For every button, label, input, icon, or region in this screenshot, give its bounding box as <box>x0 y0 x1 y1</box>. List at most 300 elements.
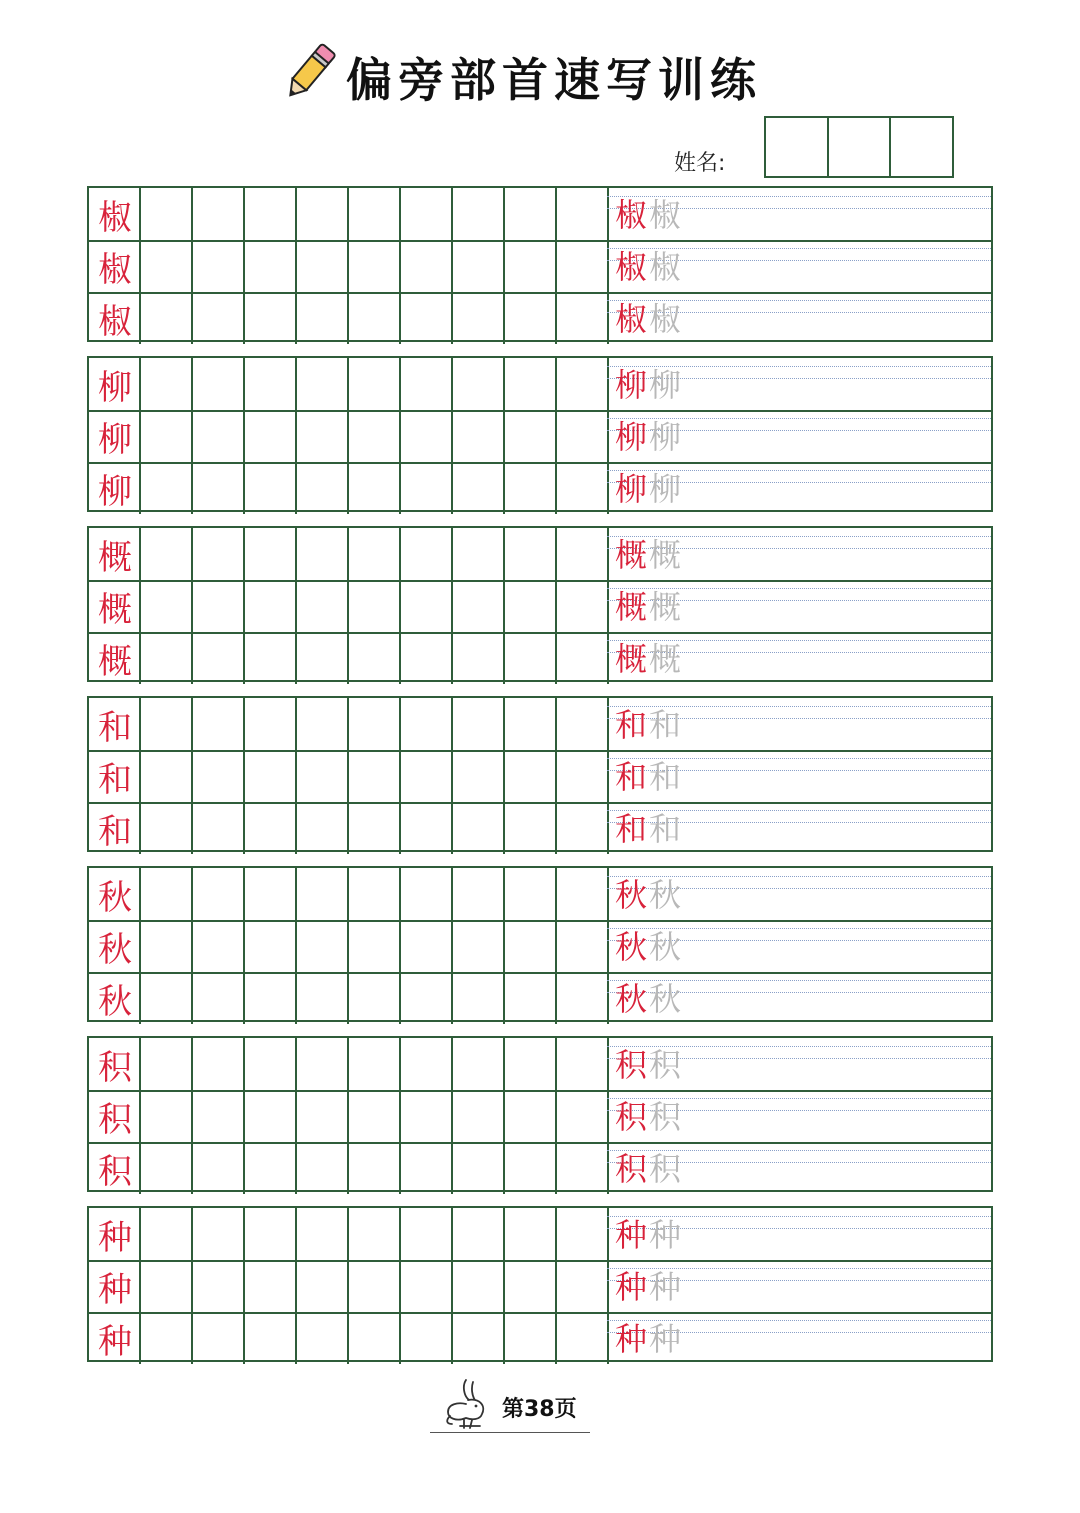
trace-gray-character: 和 <box>649 706 684 745</box>
writing-cell[interactable] <box>297 188 349 240</box>
trace-characters <box>615 190 683 236</box>
writing-cell[interactable] <box>297 920 349 972</box>
model-cell <box>89 188 141 240</box>
writing-cell[interactable] <box>453 868 505 920</box>
writing-cell[interactable] <box>193 240 245 292</box>
trace-gray-character: 积 <box>649 1046 684 1085</box>
writing-cell[interactable] <box>453 698 505 750</box>
trace-line-area[interactable] <box>607 1208 991 1260</box>
writing-cell[interactable] <box>401 1142 453 1194</box>
writing-cell[interactable] <box>401 920 453 972</box>
writing-cell[interactable] <box>297 750 349 802</box>
writing-cell[interactable] <box>297 868 349 920</box>
model-character: 柳 <box>98 471 132 512</box>
writing-cell[interactable] <box>557 632 609 684</box>
writing-cell[interactable] <box>193 750 245 802</box>
trace-model-character: 种 <box>615 1216 650 1255</box>
writing-cell[interactable] <box>505 632 557 684</box>
writing-cell[interactable] <box>141 802 193 854</box>
name-box[interactable] <box>827 116 892 178</box>
model-character: 积 <box>98 1047 132 1088</box>
writing-cell[interactable] <box>245 188 297 240</box>
writing-cell[interactable] <box>557 1260 609 1312</box>
model-character: 概 <box>98 641 132 682</box>
writing-cell[interactable] <box>349 1208 401 1260</box>
model-cell <box>89 462 141 514</box>
practice-row <box>89 802 991 854</box>
model-cell <box>89 920 141 972</box>
writing-cell[interactable] <box>401 188 453 240</box>
writing-cell[interactable] <box>453 580 505 632</box>
writing-cell[interactable] <box>141 1260 193 1312</box>
model-character: 种 <box>98 1217 132 1258</box>
writing-cell[interactable] <box>193 292 245 344</box>
character-block <box>87 1036 993 1192</box>
writing-cell[interactable] <box>557 1090 609 1142</box>
writing-cell[interactable] <box>349 802 401 854</box>
writing-cell[interactable] <box>297 1260 349 1312</box>
trace-model-character: 秋 <box>615 928 650 967</box>
writing-cell[interactable] <box>557 410 609 462</box>
writing-cell[interactable] <box>401 1038 453 1090</box>
writing-cell[interactable] <box>557 240 609 292</box>
writing-cell[interactable] <box>401 868 453 920</box>
model-character: 椒 <box>98 301 132 342</box>
writing-cell[interactable] <box>401 462 453 514</box>
writing-cell[interactable] <box>297 632 349 684</box>
writing-cell[interactable] <box>141 698 193 750</box>
writing-cell[interactable] <box>193 358 245 410</box>
trace-gray-character: 和 <box>649 758 684 797</box>
writing-cell[interactable] <box>349 358 401 410</box>
writing-cell[interactable] <box>453 462 505 514</box>
trace-gray-character: 种 <box>649 1320 684 1359</box>
name-label: 姓名: <box>674 151 726 176</box>
writing-cell[interactable] <box>193 528 245 580</box>
model-character: 和 <box>98 707 132 748</box>
practice-row <box>89 240 991 294</box>
writing-cell[interactable] <box>245 920 297 972</box>
writing-cell[interactable] <box>557 462 609 514</box>
trace-characters <box>615 1210 683 1256</box>
writing-cell[interactable] <box>193 1038 245 1090</box>
writing-cell[interactable] <box>349 632 401 684</box>
trace-characters <box>615 582 683 628</box>
writing-cell[interactable] <box>401 240 453 292</box>
writing-cell[interactable] <box>505 868 557 920</box>
name-box[interactable] <box>889 116 954 178</box>
trace-line-area[interactable] <box>607 920 991 972</box>
trace-model-character: 概 <box>615 640 650 679</box>
trace-line-area[interactable] <box>607 698 991 750</box>
writing-cell[interactable] <box>297 1038 349 1090</box>
writing-cell[interactable] <box>349 580 401 632</box>
writing-cell[interactable] <box>193 580 245 632</box>
model-cell <box>89 358 141 410</box>
writing-cell[interactable] <box>193 920 245 972</box>
trace-gray-character: 柳 <box>649 366 684 405</box>
writing-cell[interactable] <box>297 462 349 514</box>
writing-cell[interactable] <box>505 1208 557 1260</box>
writing-cell[interactable] <box>141 410 193 462</box>
writing-cell[interactable] <box>505 188 557 240</box>
trace-gray-character: 椒 <box>649 196 684 235</box>
model-cell <box>89 1312 141 1364</box>
writing-cell[interactable] <box>557 1142 609 1194</box>
writing-cell[interactable] <box>401 292 453 344</box>
trace-gray-character: 椒 <box>649 300 684 339</box>
trace-characters <box>615 922 683 968</box>
writing-cell[interactable] <box>349 698 401 750</box>
writing-cell[interactable] <box>141 292 193 344</box>
writing-cell[interactable] <box>193 802 245 854</box>
writing-cell[interactable] <box>505 1260 557 1312</box>
writing-cell[interactable] <box>505 750 557 802</box>
writing-cell[interactable] <box>401 410 453 462</box>
model-character: 概 <box>98 537 132 578</box>
writing-cell[interactable] <box>245 698 297 750</box>
writing-cell[interactable] <box>557 750 609 802</box>
footer <box>430 1374 590 1438</box>
trace-gray-character: 柳 <box>649 470 684 509</box>
writing-cell[interactable] <box>245 750 297 802</box>
writing-cell[interactable] <box>453 802 505 854</box>
writing-cell[interactable] <box>245 1142 297 1194</box>
writing-cell[interactable] <box>505 802 557 854</box>
writing-cell[interactable] <box>349 528 401 580</box>
writing-cell[interactable] <box>245 1038 297 1090</box>
model-character: 柳 <box>98 419 132 460</box>
trace-characters <box>615 412 683 458</box>
writing-cell[interactable] <box>349 462 401 514</box>
writing-cell[interactable] <box>193 1208 245 1260</box>
writing-cell[interactable] <box>141 1090 193 1142</box>
writing-cell[interactable] <box>349 410 401 462</box>
trace-line-area[interactable] <box>607 292 991 344</box>
writing-cell[interactable] <box>505 462 557 514</box>
trace-characters <box>615 1040 683 1086</box>
writing-cell[interactable] <box>245 1260 297 1312</box>
writing-cell[interactable] <box>245 632 297 684</box>
writing-cell[interactable] <box>141 632 193 684</box>
writing-cell[interactable] <box>297 240 349 292</box>
writing-cell[interactable] <box>193 410 245 462</box>
writing-cell[interactable] <box>349 1090 401 1142</box>
trace-line-area[interactable] <box>607 1090 991 1142</box>
writing-cell[interactable] <box>245 868 297 920</box>
writing-cell[interactable] <box>401 1208 453 1260</box>
writing-cell[interactable] <box>453 240 505 292</box>
trace-model-character: 积 <box>615 1046 650 1085</box>
writing-cell[interactable] <box>401 802 453 854</box>
practice-row <box>89 580 991 634</box>
name-boxes <box>764 116 952 178</box>
trace-characters <box>615 464 683 510</box>
trace-line-area[interactable] <box>607 188 991 240</box>
character-block <box>87 526 993 682</box>
writing-cell[interactable] <box>245 1312 297 1364</box>
writing-cell[interactable] <box>557 188 609 240</box>
writing-cell[interactable] <box>245 292 297 344</box>
practice-row <box>89 1312 991 1364</box>
writing-cell[interactable] <box>557 1312 609 1364</box>
writing-cell[interactable] <box>141 1208 193 1260</box>
writing-cell[interactable] <box>557 1208 609 1260</box>
writing-cell[interactable] <box>557 868 609 920</box>
writing-cell[interactable] <box>557 802 609 854</box>
writing-cell[interactable] <box>557 580 609 632</box>
writing-cell[interactable] <box>557 528 609 580</box>
trace-model-character: 和 <box>615 706 650 745</box>
trace-line-area[interactable] <box>607 750 991 802</box>
writing-cell[interactable] <box>297 528 349 580</box>
writing-cell[interactable] <box>505 410 557 462</box>
writing-cell[interactable] <box>453 1312 505 1364</box>
writing-cell[interactable] <box>141 1312 193 1364</box>
writing-cell[interactable] <box>245 410 297 462</box>
writing-cell[interactable] <box>453 410 505 462</box>
model-character: 概 <box>98 589 132 630</box>
practice-row <box>89 750 991 804</box>
writing-cell[interactable] <box>505 1038 557 1090</box>
writing-cell[interactable] <box>297 1090 349 1142</box>
trace-model-character: 和 <box>615 810 650 849</box>
writing-cell[interactable] <box>557 920 609 972</box>
writing-cell[interactable] <box>401 1312 453 1364</box>
writing-cell[interactable] <box>141 188 193 240</box>
writing-cell[interactable] <box>297 972 349 1024</box>
trace-characters <box>615 242 683 288</box>
writing-cell[interactable] <box>141 462 193 514</box>
writing-cell[interactable] <box>401 750 453 802</box>
writing-cell[interactable] <box>453 920 505 972</box>
writing-cell[interactable] <box>453 292 505 344</box>
writing-cell[interactable] <box>557 698 609 750</box>
writing-cell[interactable] <box>349 920 401 972</box>
trace-line-area[interactable] <box>607 410 991 462</box>
writing-cell[interactable] <box>297 1142 349 1194</box>
trace-gray-character: 秋 <box>649 876 684 915</box>
writing-cell[interactable] <box>453 632 505 684</box>
writing-cell[interactable] <box>505 1142 557 1194</box>
trace-model-character: 柳 <box>615 366 650 405</box>
rabbit-icon <box>436 1376 498 1434</box>
writing-cell[interactable] <box>349 750 401 802</box>
writing-cell[interactable] <box>505 920 557 972</box>
writing-cell[interactable] <box>193 462 245 514</box>
writing-cell[interactable] <box>141 358 193 410</box>
writing-cell[interactable] <box>193 1312 245 1364</box>
writing-cell[interactable] <box>245 358 297 410</box>
practice-row <box>89 1038 991 1092</box>
writing-cell[interactable] <box>453 1142 505 1194</box>
model-cell <box>89 972 141 1024</box>
writing-cell[interactable] <box>557 292 609 344</box>
writing-cell[interactable] <box>505 528 557 580</box>
writing-cell[interactable] <box>401 698 453 750</box>
practice-row <box>89 292 991 344</box>
writing-cell[interactable] <box>297 580 349 632</box>
writing-cell[interactable] <box>453 1090 505 1142</box>
writing-cell[interactable] <box>245 240 297 292</box>
writing-cell[interactable] <box>193 698 245 750</box>
writing-cell[interactable] <box>297 410 349 462</box>
model-character: 种 <box>98 1321 132 1362</box>
writing-cell[interactable] <box>141 528 193 580</box>
writing-cell[interactable] <box>297 358 349 410</box>
trace-characters <box>615 870 683 916</box>
trace-gray-character: 种 <box>649 1216 684 1255</box>
writing-cell[interactable] <box>141 1038 193 1090</box>
practice-row <box>89 920 991 974</box>
trace-characters <box>615 1314 683 1360</box>
trace-gray-character: 概 <box>649 640 684 679</box>
trace-line-area[interactable] <box>607 240 991 292</box>
writing-cell[interactable] <box>297 802 349 854</box>
writing-cell[interactable] <box>401 580 453 632</box>
writing-cell[interactable] <box>141 972 193 1024</box>
trace-model-character: 椒 <box>615 196 650 235</box>
trace-line-area[interactable] <box>607 358 991 410</box>
trace-line-area[interactable] <box>607 1260 991 1312</box>
writing-cell[interactable] <box>505 292 557 344</box>
writing-cell[interactable] <box>505 1090 557 1142</box>
writing-cell[interactable] <box>349 1312 401 1364</box>
name-box[interactable] <box>764 116 829 178</box>
writing-cell[interactable] <box>349 1142 401 1194</box>
writing-cell[interactable] <box>193 972 245 1024</box>
writing-cell[interactable] <box>557 972 609 1024</box>
trace-line-area[interactable] <box>607 1038 991 1090</box>
writing-cell[interactable] <box>401 972 453 1024</box>
page-title: 偏旁部首速写训练 <box>346 53 762 107</box>
writing-cell[interactable] <box>141 1142 193 1194</box>
writing-cell[interactable] <box>453 750 505 802</box>
writing-cell[interactable] <box>453 358 505 410</box>
trace-characters <box>615 752 683 798</box>
writing-cell[interactable] <box>297 292 349 344</box>
writing-cell[interactable] <box>401 358 453 410</box>
writing-cell[interactable] <box>505 358 557 410</box>
writing-cell[interactable] <box>245 580 297 632</box>
writing-cell[interactable] <box>349 972 401 1024</box>
writing-cell[interactable] <box>245 1208 297 1260</box>
writing-cell[interactable] <box>141 920 193 972</box>
writing-cell[interactable] <box>297 698 349 750</box>
trace-model-character: 椒 <box>615 248 650 287</box>
writing-cell[interactable] <box>505 698 557 750</box>
writing-cell[interactable] <box>349 1038 401 1090</box>
writing-cell[interactable] <box>193 1090 245 1142</box>
writing-cell[interactable] <box>141 868 193 920</box>
writing-cell[interactable] <box>193 1142 245 1194</box>
writing-cell[interactable] <box>453 528 505 580</box>
practice-row <box>89 462 991 514</box>
trace-line-area[interactable] <box>607 528 991 580</box>
model-character: 和 <box>98 811 132 852</box>
writing-cell[interactable] <box>297 1312 349 1364</box>
writing-cell[interactable] <box>193 632 245 684</box>
writing-cell[interactable] <box>193 868 245 920</box>
writing-cell[interactable] <box>141 750 193 802</box>
writing-cell[interactable] <box>245 528 297 580</box>
writing-cell[interactable] <box>193 188 245 240</box>
model-cell <box>89 868 141 920</box>
writing-cell[interactable] <box>453 1208 505 1260</box>
practice-row <box>89 632 991 684</box>
practice-row <box>89 1090 991 1144</box>
writing-cell[interactable] <box>349 240 401 292</box>
trace-gray-character: 积 <box>649 1150 684 1189</box>
trace-line-area[interactable] <box>607 972 991 1024</box>
trace-line-area[interactable] <box>607 868 991 920</box>
writing-cell[interactable] <box>245 462 297 514</box>
writing-cell[interactable] <box>505 240 557 292</box>
character-block <box>87 866 993 1022</box>
writing-cell[interactable] <box>245 802 297 854</box>
writing-cell[interactable] <box>349 1260 401 1312</box>
trace-line-area[interactable] <box>607 632 991 684</box>
writing-cell[interactable] <box>401 528 453 580</box>
writing-cell[interactable] <box>453 188 505 240</box>
writing-cell[interactable] <box>349 292 401 344</box>
writing-cell[interactable] <box>349 188 401 240</box>
trace-characters <box>615 1144 683 1190</box>
writing-cell[interactable] <box>557 1038 609 1090</box>
trace-gray-character: 秋 <box>649 980 684 1019</box>
writing-cell[interactable] <box>193 1260 245 1312</box>
writing-cell[interactable] <box>349 868 401 920</box>
trace-gray-character: 和 <box>649 810 684 849</box>
model-cell <box>89 750 141 802</box>
trace-model-character: 椒 <box>615 300 650 339</box>
writing-cell[interactable] <box>557 358 609 410</box>
model-cell <box>89 1208 141 1260</box>
trace-line-area[interactable] <box>607 462 991 514</box>
writing-cell[interactable] <box>505 1312 557 1364</box>
writing-cell[interactable] <box>505 972 557 1024</box>
model-character: 秋 <box>98 877 132 918</box>
trace-line-area[interactable] <box>607 580 991 632</box>
trace-gray-character: 概 <box>649 588 684 627</box>
practice-row <box>89 868 991 922</box>
trace-line-area[interactable] <box>607 802 991 854</box>
trace-line-area[interactable] <box>607 1142 991 1194</box>
writing-cell[interactable] <box>141 240 193 292</box>
model-character: 秋 <box>98 981 132 1022</box>
page-number: 第38页 <box>502 1397 577 1422</box>
writing-cell[interactable] <box>245 972 297 1024</box>
writing-cell[interactable] <box>245 1090 297 1142</box>
trace-characters <box>615 700 683 746</box>
writing-cell[interactable] <box>297 1208 349 1260</box>
writing-cell[interactable] <box>401 632 453 684</box>
writing-cell[interactable] <box>505 580 557 632</box>
writing-cell[interactable] <box>453 1260 505 1312</box>
practice-row <box>89 972 991 1024</box>
character-block <box>87 696 993 852</box>
trace-model-character: 积 <box>615 1098 650 1137</box>
writing-cell[interactable] <box>141 580 193 632</box>
practice-row <box>89 358 991 412</box>
trace-gray-character: 积 <box>649 1098 684 1137</box>
writing-cell[interactable] <box>453 972 505 1024</box>
model-character: 椒 <box>98 197 132 238</box>
writing-cell[interactable] <box>453 1038 505 1090</box>
writing-cell[interactable] <box>401 1090 453 1142</box>
trace-line-area[interactable] <box>607 1312 991 1364</box>
writing-cell[interactable] <box>401 1260 453 1312</box>
